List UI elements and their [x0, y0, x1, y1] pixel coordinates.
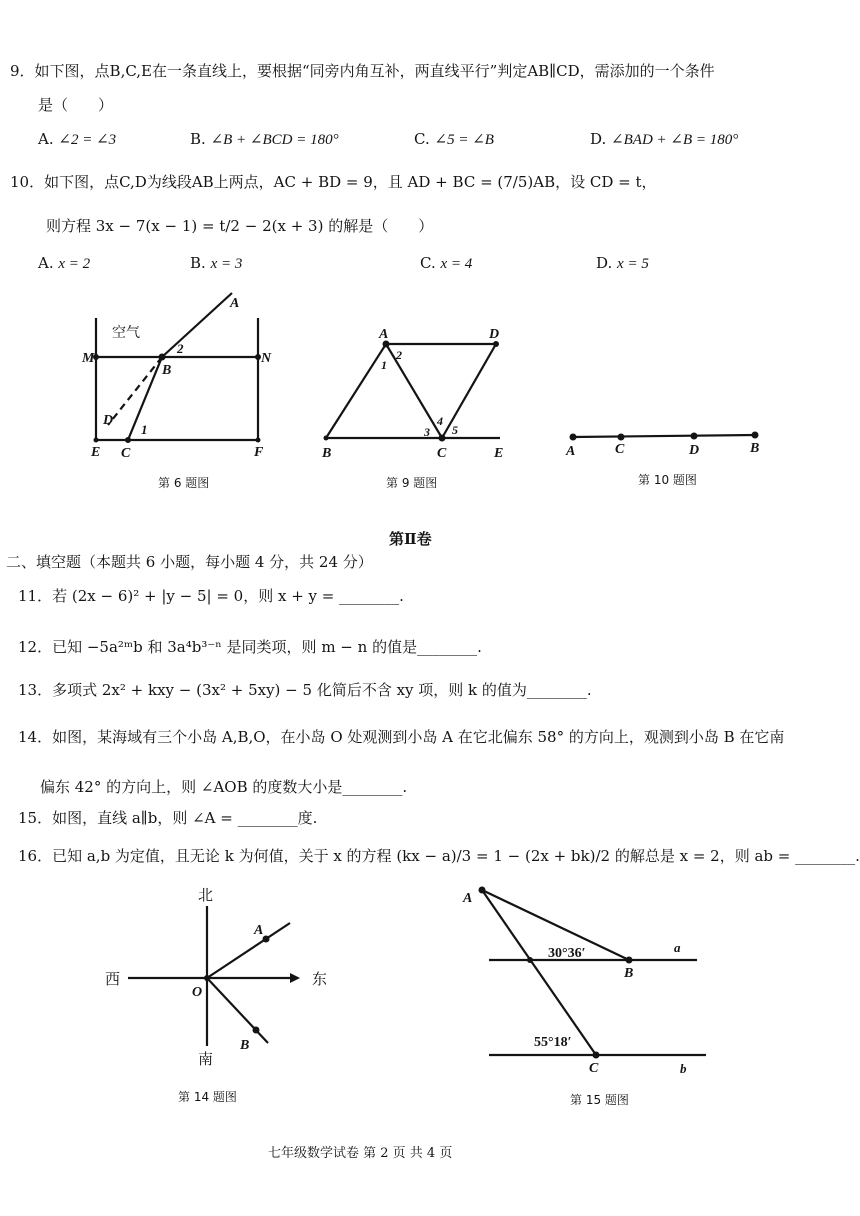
q10-option-c: C. x = 4: [420, 254, 473, 272]
fig6-caption: 第 6 题图: [158, 476, 210, 490]
fig15-angle-bottom: 55°18′: [534, 1035, 572, 1050]
q12: 12．已知 −5a²ᵐb 和 3a⁴b³⁻ⁿ 是同类项，则 m − n 的值是________.: [18, 638, 482, 656]
fig9-angle-2: 2: [396, 348, 402, 362]
fig10-point-d: D: [689, 443, 700, 458]
q11: 11．若 (2x − 6)² + |y − 5| = 0，则 x + y = ________.: [18, 587, 404, 605]
fig14-east: 东: [312, 970, 328, 988]
fig15-point-c: C: [589, 1061, 599, 1076]
q9-option-a: A. ∠2 = ∠3: [38, 130, 117, 148]
fig10-caption: 第 10 题图: [638, 473, 697, 487]
q10-option-b: B. x = 3: [190, 254, 243, 272]
fig15-point-a: A: [463, 891, 473, 906]
page-footer: 七年级数学试卷 第 2 页 共 4 页: [268, 1146, 453, 1161]
fig6-angle-2: 2: [177, 341, 184, 356]
fig15-caption: 第 15 题图: [570, 1093, 629, 1107]
fig14-west: 西: [105, 970, 121, 988]
fig9-point-d: D: [489, 327, 500, 342]
fig9-point-a: A: [379, 327, 389, 342]
fig14-point-a: A: [254, 923, 264, 938]
volume-title: 第Ⅱ卷: [389, 530, 432, 548]
fig10-point-c: C: [615, 442, 625, 457]
q15: 15．如图，直线 a∥b，则 ∠A = ________度.: [18, 809, 318, 827]
q9-stem-line2: 是（ ）: [38, 96, 114, 114]
fig15-line-a: a: [674, 940, 681, 955]
fig14-caption: 第 14 题图: [178, 1090, 237, 1104]
fig9-angle-4: 4: [437, 414, 443, 428]
q10-stem-line2: 则方程 3x − 7(x − 1) = t/2 − 2(x + 3) 的解是（ ）: [46, 217, 434, 235]
fig15-angle-top: 30°36′: [548, 946, 586, 961]
fig6-point-b: B: [162, 363, 172, 378]
fig9-angle-1: 1: [381, 358, 387, 372]
fig6-point-c: C: [121, 446, 131, 461]
fig14-north: 北: [198, 886, 214, 904]
fig9-point-c: C: [437, 446, 447, 461]
fig15-line-b: b: [680, 1061, 687, 1076]
fig9-point-b: B: [322, 446, 332, 461]
fig6-angle-1: 1: [141, 422, 148, 437]
fig10-point-a: A: [566, 444, 576, 459]
q14-line2: 偏东 42° 的方向上，则 ∠AOB 的度数大小是________.: [40, 778, 408, 796]
q9-option-b: B. ∠B + ∠BCD = 180°: [190, 130, 339, 148]
q10-option-a: A. x = 2: [38, 254, 91, 272]
q13: 13．多项式 2x² + kxy − (3x² + 5xy) − 5 化简后不含 xy 项，则 k 的值为________.: [18, 681, 592, 699]
fig6-point-f: F: [254, 445, 264, 460]
fig9-caption: 第 9 题图: [386, 476, 438, 490]
fig6-point-a: A: [230, 296, 240, 311]
fig6-point-d: D: [103, 413, 114, 428]
fig10-point-b: B: [750, 441, 760, 456]
fig14-south: 南: [198, 1050, 214, 1068]
q10-stem-line1: 10．如下图，点C,D为线段AB上两点，AC + BD = 9，且 AD + BC = (7/5)AB，设 CD = t，: [10, 173, 657, 191]
q9-stem-line1: 9．如下图，点B,C,E在一条直线上，要根据“同旁内角互补，两直线平行”判定AB∥CD，需添加的一个条件: [10, 62, 715, 80]
fig6-air-label: 空气: [112, 325, 140, 341]
fig6-point-m: M: [82, 351, 95, 366]
fig9-angle-3: 3: [424, 425, 430, 439]
fig6-point-n: N: [261, 351, 272, 366]
q9-option-d: D. ∠BAD + ∠B = 180°: [590, 130, 739, 148]
fig9-point-e: E: [494, 446, 504, 461]
fig9-angle-5: 5: [452, 423, 458, 437]
fig15-point-b: B: [624, 966, 634, 981]
section-2-header: 二、填空题（本题共 6 小题，每小题 4 分，共 24 分）: [6, 553, 373, 571]
q14-line1: 14．如图，某海域有三个小岛 A,B,O，在小岛 O 处观测到小岛 A 在它北偏东 58° 的方向上，观测到小岛 B 在它南: [18, 728, 785, 746]
q10-option-d: D. x = 5: [596, 254, 649, 272]
fig14-point-b: B: [240, 1038, 250, 1053]
q9-option-c: C. ∠5 = ∠B: [414, 130, 494, 148]
fig6-point-e: E: [91, 445, 101, 460]
q16: 16．已知 a,b 为定值，且无论 k 为何值，关于 x 的方程 (kx − a)/3 = 1 − (2x + bk)/2 的解总是 x = 2，则 ab = ________.: [18, 847, 860, 865]
fig14-point-o: O: [192, 985, 203, 1000]
